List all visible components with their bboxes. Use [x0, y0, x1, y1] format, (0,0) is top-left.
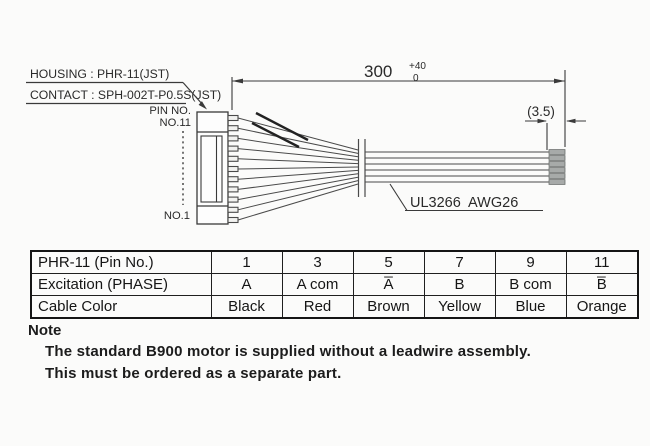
row-header-cell: Cable Color — [31, 296, 211, 319]
pin-table-body — [31, 251, 638, 318]
wire-spec-label: UL3266 AWG26 — [410, 195, 519, 211]
pin-data-cell: Orange — [566, 296, 638, 319]
pin-data-cell: A — [211, 274, 282, 296]
pin-data-cell: Brown — [353, 296, 424, 319]
pin-bottom-label: NO.1 — [163, 210, 190, 222]
note-line: The standard B900 motor is supplied without a leadwire assembly. — [45, 343, 531, 360]
connector-housing — [197, 112, 228, 224]
table-row — [31, 296, 638, 319]
housing-contact-callout — [26, 67, 221, 110]
pin-data-cell: Yellow — [424, 296, 495, 319]
pin-data-cell: B — [424, 274, 495, 296]
pin-top-label: NO.11 — [159, 117, 191, 129]
pin-data-cell: Black — [211, 296, 282, 319]
pin-data-cell: B com — [495, 274, 566, 296]
wire-spec-callout — [390, 184, 543, 211]
wire-fan — [228, 113, 358, 223]
housing-label: HOUSING : PHR-11(JST) — [30, 67, 170, 81]
contact-label: CONTACT : SPH-002T-P0.5S(JST) — [30, 88, 222, 102]
pin-assignment-table — [30, 250, 639, 319]
contact-pins — [228, 116, 238, 223]
lead-wires — [238, 118, 358, 220]
pin-no-label: PIN NO. — [149, 105, 191, 117]
note-title: Note — [28, 322, 62, 339]
wire-bundle — [359, 139, 566, 197]
pin-data-cell: 5 — [353, 251, 424, 274]
pin-data-cell: 9 — [495, 251, 566, 274]
length-tolerance-lower: 0 — [413, 73, 419, 84]
row-header-cell: PHR-11 (Pin No.) — [31, 251, 211, 274]
pin-data-cell: Red — [282, 296, 353, 319]
row-header-cell: Excitation (PHASE) — [31, 274, 211, 296]
pin-data-cell: 1 — [211, 251, 282, 274]
pin-data-cell: Blue — [495, 296, 566, 319]
pin-data-cell: 3 — [282, 251, 353, 274]
length-dimension — [232, 61, 565, 147]
strip-length-value: (3.5) — [527, 104, 555, 119]
pin-data-cell: A̅ — [353, 274, 424, 296]
note-line: This must be ordered as a separate part. — [45, 365, 342, 382]
length-tolerance-upper: +40 — [409, 61, 426, 72]
pin-data-cell: 7 — [424, 251, 495, 274]
strip-dimension — [525, 104, 586, 150]
pin-data-cell: 11 — [566, 251, 638, 274]
note-lines — [28, 343, 628, 382]
stripped-wire-tips — [549, 150, 565, 185]
table-row — [31, 251, 638, 274]
length-value: 300 — [364, 62, 393, 81]
pin-data-cell: B̅ — [566, 274, 638, 296]
pin-number-labels — [149, 105, 191, 222]
pin-data-cell: A com — [282, 274, 353, 296]
table-row — [31, 274, 638, 296]
note-block — [28, 322, 628, 387]
